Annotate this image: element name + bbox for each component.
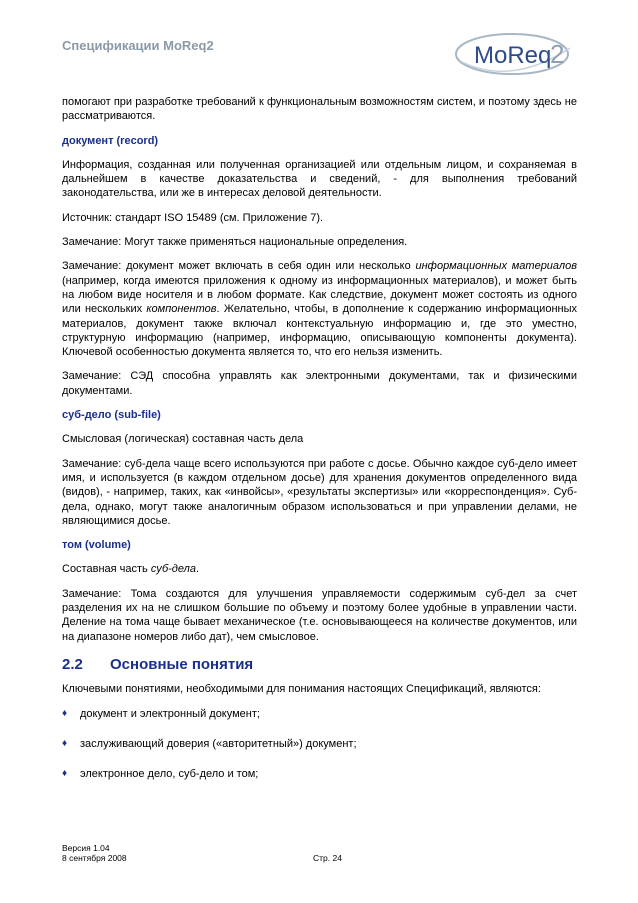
term-heading: суб-дело (sub-file)	[62, 409, 161, 422]
term-heading: том (volume)	[62, 539, 131, 552]
svg-text:MoReq: MoReq	[474, 42, 552, 69]
svg-text:2: 2	[550, 39, 565, 69]
paragraph: Замечание: суб-дела чаще всего используются при работе с досье. Обычно каждое суб-дело имеет имя, и используется (в каждом отдельном досье) для хранения документов определенного вида (видов), - например, таких, как «инвойсы», «результаты экспертизы» или «корреспонденция». Суб-дела, однако, могут также аналогичным образом использоваться и при управлении делами, не являющимися досье.	[62, 457, 577, 527]
paragraph: Смысловая (логическая) составная часть дела	[62, 433, 304, 446]
paragraph: помогают при разработке требований к функциональным возможностям систем, и поэтому здесь не рассматриваются.	[62, 96, 577, 123]
header-title: Спецификации MoReq2	[62, 38, 214, 53]
footer	[62, 843, 127, 863]
paragraph: Составная часть суб-дела.	[62, 563, 200, 576]
section-heading	[62, 655, 577, 673]
list-item: ♦ заслуживающий доверия («авторитетный») документ;	[62, 737, 357, 750]
diamond-bullet-icon: ♦	[62, 737, 68, 749]
section-number: 2.2	[62, 655, 83, 673]
section-title: Основные понятия	[110, 655, 254, 673]
diamond-bullet-icon: ♦	[62, 707, 68, 719]
paragraph: Замечание: СЭД способна управлять как электронными документами, так и физическими документами.	[62, 370, 577, 397]
page-number: Стр. 24	[313, 853, 342, 863]
list-item: ♦ документ и электронный документ;	[62, 707, 260, 720]
list-item: ♦ электронное дело, суб-дело и том;	[62, 768, 259, 781]
paragraph: Замечание: Могут также применяться национальные определения.	[62, 236, 408, 249]
moreq2-logo	[452, 26, 580, 78]
paragraph: Замечание: Тома создаются для улучшения управляемости содержимым суб-дел за счет разделения их на не слишком большие по объему и поэтому более удобные в управлении части. Деление на тома чаще бывает механическое (т.е. основывающееся на количестве документов, или на диапазоне номеров либо дат), чем смысловое.	[62, 587, 577, 643]
page-content	[62, 95, 577, 797]
diamond-bullet-icon: ♦	[62, 768, 68, 780]
paragraph: Замечание: документ может включать в себя один или несколько информационных материалов (например, когда имеются приложения к одному из информационных материалов), и может быть на любом виде носителя и в любом формате. Как следствие, документ может состоять из одного или нескольких компонентов. Желательно, чтобы, в дополнение к содержанию информационных материалов, документ также включал контекстуальную информацию и, где это уместно, структурную информацию (например, информацию, описывающую компоненты документа). Ключевой особенностью документа является то, что его нельзя изменить.	[62, 260, 577, 359]
footer-version: Версия 1.04	[62, 843, 110, 853]
paragraph: Источник: стандарт ISO 15489 (см. Приложение 7).	[62, 211, 324, 224]
paragraph: Информация, созданная или полученная организацией или отдельным лицом, и сохраняемая в дальнейшем в качестве доказательства и сведений, - для выполнения требований законодательства, или же в интересах деловой деятельности.	[62, 158, 577, 200]
footer-date: 8 сентября 2008	[62, 853, 127, 863]
term-heading: документ (record)	[62, 134, 159, 147]
paragraph: Ключевыми понятиями, необходимыми для понимания настоящих Спецификаций, являются:	[62, 683, 541, 696]
